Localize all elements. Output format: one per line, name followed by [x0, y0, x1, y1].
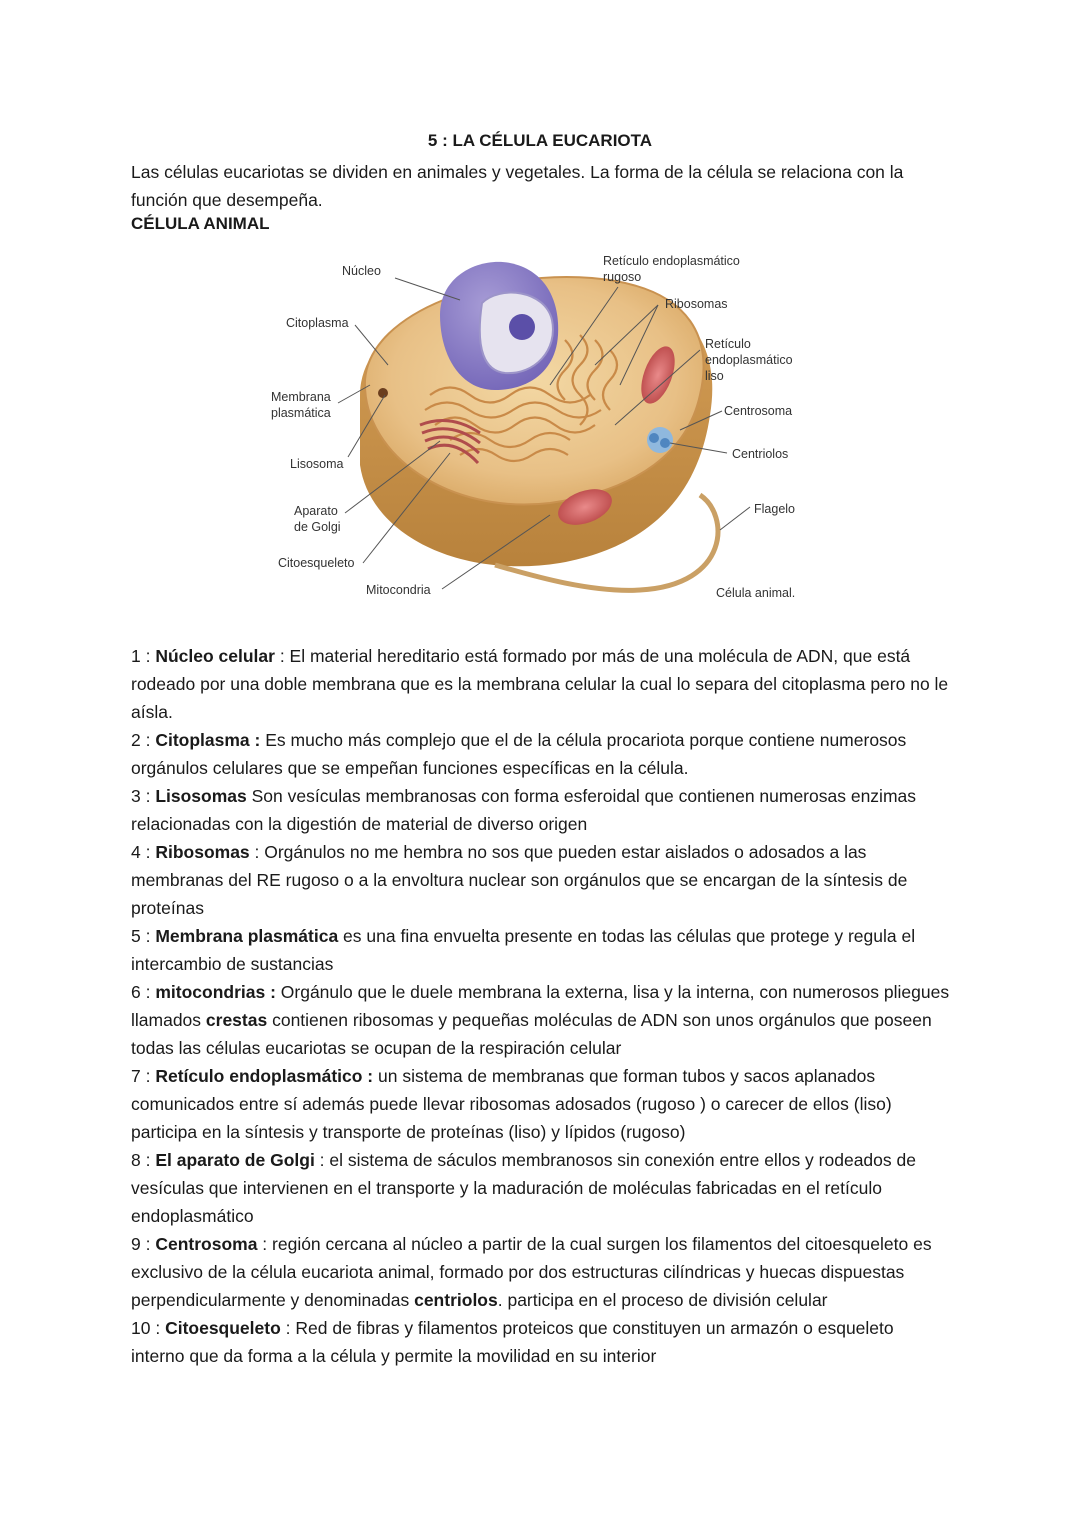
section-heading: CÉLULA ANIMAL [131, 214, 270, 233]
definition-item: 2 : Citoplasma : Es mucho más complejo que el de la célula procariota porque contiene numerosos orgánulos celulares que se empeñan funciones específicas en la célula. [131, 730, 907, 778]
lysosome-shape [378, 388, 388, 398]
definition-item: 3 : Lisosomas Son vesículas membranosas con forma esferoidal que contienen numerosas enzimas relacionadas con la digestión de material de diverso origen [131, 786, 917, 834]
definition-item: 1 : Núcleo celular : El material hereditario está formado por más de una molécula de ADN, que está rodeado por una doble membrana que es la membrana celular la cual lo separa del citoplasma pero no le aísla. [131, 646, 949, 722]
label-citoesqueleto: Citoesqueleto [278, 556, 355, 570]
definition-item: 9 : Centrosoma : región cercana al núcleo a partir de la cual surgen los filamentos del citoesqueleto es exclusivo de la célula eucariota animal, formado por dos estructuras cilíndricas y huecas dispuestas perpendicularmente y denominadas centriolos. participa en el proceso de división celular [131, 1234, 932, 1310]
definitions-list [131, 642, 951, 1370]
label-re-liso: Retículo endoplasmático liso [705, 337, 793, 383]
animal-cell-figure [260, 245, 820, 615]
centriole-a [649, 433, 659, 443]
page-title: 5 : LA CÉLULA EUCARIOTA [427, 131, 653, 150]
label-centrosoma: Centrosoma [724, 404, 793, 418]
intro-paragraph: Las células eucariotas se dividen en animales y vegetales. La forma de la célula se relaciona con la función que desempeña. [131, 162, 904, 210]
label-membrana-plasmatica: Membrana plasmática [271, 390, 331, 420]
label-flagelo: Flagelo [754, 502, 795, 516]
figure-caption: Célula animal. [716, 586, 796, 600]
definition-item: 10 : Citoesqueleto : Red de fibras y filamentos proteicos que constituyen un armazón o esqueleto interno que da forma a la célula y permite la movilidad en su interior [131, 1318, 894, 1366]
definition-item: 4 : Ribosomas : Orgánulos no me hembra no sos que pueden estar aislados o adosados a las membranas del RE rugoso o a la envoltura nuclear son orgánulos que se encargan de la síntesis de proteínas [131, 842, 908, 918]
definition-item: 5 : Membrana plasmática es una fina envuelta presente en todas las células que protege y regula el intercambio de sustancias [131, 926, 916, 974]
definition-item: 8 : El aparato de Golgi : el sistema de sáculos membranosos sin conexión entre ellos y rodeados de vesículas que intervienen en el transporte y la maduración de moléculas fabricadas en el retículo endoplasmático [131, 1150, 916, 1226]
label-aparato-golgi: Aparato de Golgi [294, 504, 341, 534]
label-lisosoma: Lisosoma [290, 457, 344, 471]
label-citoplasma: Citoplasma [286, 316, 349, 330]
label-ribosomas: Ribosomas [665, 297, 728, 311]
label-mitocondria: Mitocondria [366, 583, 431, 597]
label-nucleo: Núcleo [342, 264, 381, 278]
nucleolus [509, 314, 535, 340]
label-re-rugoso: Retículo endoplasmático rugoso [603, 254, 740, 284]
label-centriolos: Centriolos [732, 447, 789, 461]
definition-item: 7 : Retículo endoplasmático : un sistema de membranas que forman tubos y sacos aplanados comunicados entre sí además puede llevar ribosomas adosados (rugoso ) o carecer de ellos (liso) participa en la síntesis y transporte de proteínas (liso) y lípidos (rugoso) [131, 1066, 892, 1142]
definition-item: 6 : mitocondrias : Orgánulo que le duele membrana la externa, lisa y la interna, con numerosos pliegues llamados crestas contienen ribosomas y pequeñas moléculas de ADN son unos orgánulos que poseen todas las células eucariotas se ocupan de la respiración celular [131, 982, 950, 1058]
centriole-b [660, 438, 670, 448]
